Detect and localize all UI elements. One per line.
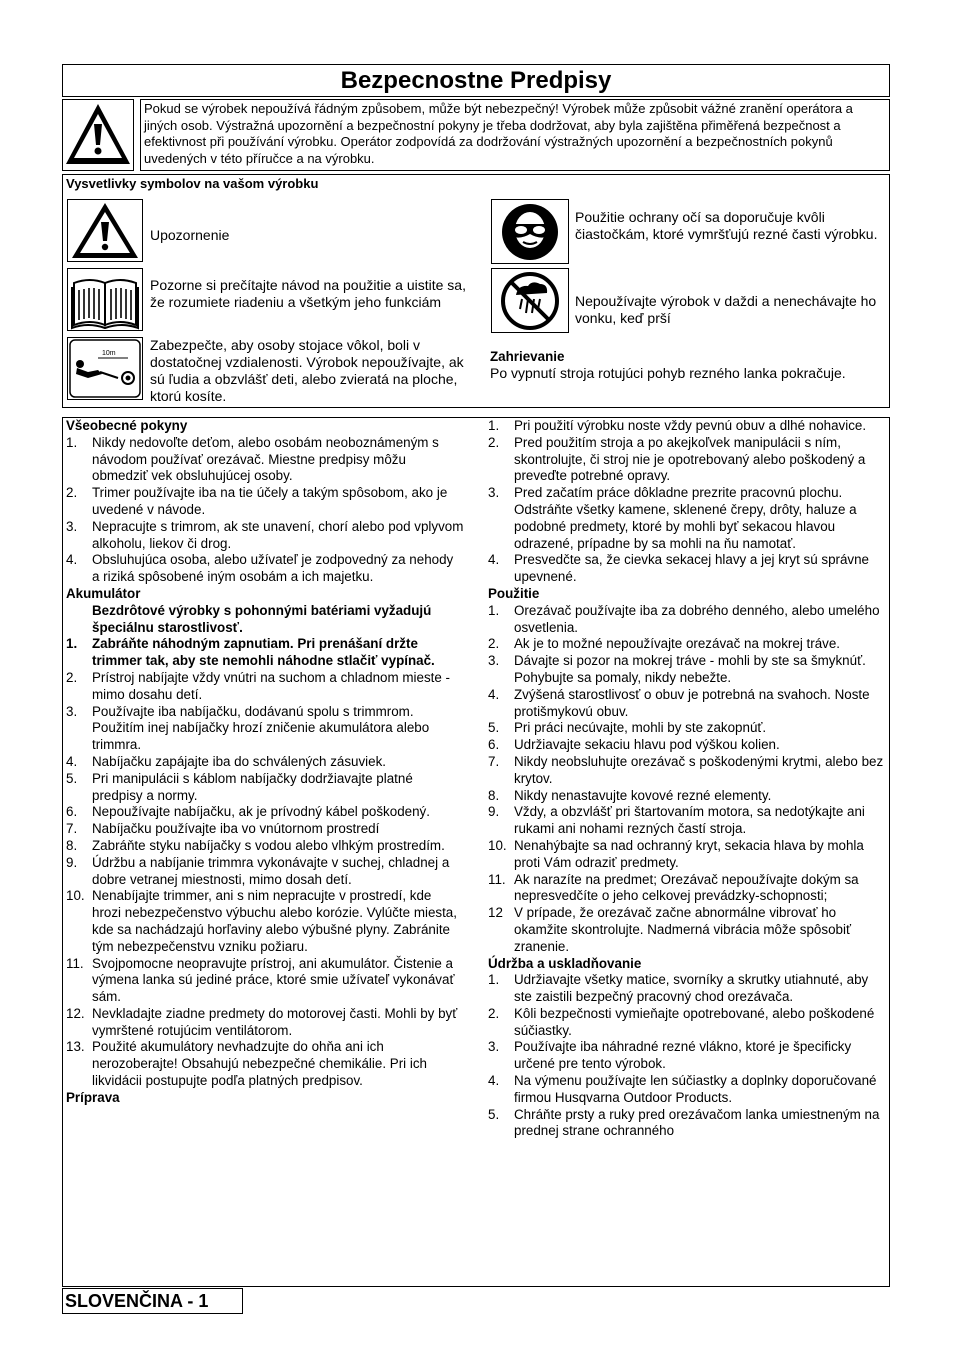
warning-text: Pokud se výrobek nepoužívá řádným způsobem, může být nebezpečný! Výrobek může způsobit vážné zranění operátora a jiných osob. Výstražná upozornění a bezpečnostní pokyny je třeba dodržovat, aby byla zajištěna přiměřená bezpečnost a efektivnost při používání výrobku. Operátor zodpovídá za dodržování výstražných upozornění a bezpečnostních pokynů uvedených v této příručce a na výrobku. xyxy=(140,99,890,171)
list-item-text: Udržiavajte všetky matice, svorníky a skrutky utiahnuté, aby ste zaistili bezpečný pracovný chod orezávača. xyxy=(514,972,869,1005)
list-item-number: 3. xyxy=(66,703,78,719)
list-item-text: Použité akumulátory nevhadzujte do ohňa ani ich nerozoberajte! Obsahujú nebezpečné chemikálie. Pri ich likvidácii postupujte podľa platných predpisov. xyxy=(92,1039,427,1089)
list-item xyxy=(66,754,464,771)
list-item xyxy=(66,771,464,805)
list-item-number: 2. xyxy=(488,636,500,652)
list-item-number: 3. xyxy=(488,1039,500,1055)
list-item xyxy=(488,1073,886,1107)
list-item-number: 5. xyxy=(488,1106,500,1122)
list-item-number: 7. xyxy=(488,753,500,769)
list-item xyxy=(488,418,886,435)
maintenance-list xyxy=(488,972,886,1140)
list-item xyxy=(488,754,886,788)
list-item-number: 4. xyxy=(66,753,78,769)
warning-symbol-label: Upozornenie xyxy=(150,227,230,243)
list-item xyxy=(488,636,886,653)
warning-symbol-icon xyxy=(67,199,143,262)
list-item xyxy=(488,972,886,1006)
list-item-text: Nabíjačku používajte iba vo vnútornom prostredí xyxy=(92,821,380,837)
list-item-text: Prístroj nabíjajte vždy vnútri na suchom a chladnom mieste - mimo dosahu detí. xyxy=(92,669,450,702)
left-column xyxy=(66,418,464,1107)
list-item-text: Používajte iba náhradné rezné vlákno, ktoré je špecificky určené pre tento výrobok. xyxy=(514,1039,852,1072)
list-item xyxy=(488,485,886,552)
manual-book-icon xyxy=(67,268,143,331)
list-item xyxy=(488,838,886,872)
list-item-number: 2. xyxy=(488,1005,500,1021)
list-item xyxy=(488,1107,886,1141)
list-item-text: Trimer používajte iba na tie účely a takým spôsobom, ako je uvedené v návode. xyxy=(92,485,448,517)
list-item xyxy=(66,636,464,670)
list-item-number: 5. xyxy=(66,770,78,786)
list-item-text: Presvedčte sa, že cievka sekacej hlavy a jej kryt sú správne upevnené. xyxy=(514,552,870,585)
list-item xyxy=(66,519,464,553)
list-item-number: 4. xyxy=(66,552,78,568)
list-item-text: Nikdy neobsluhujte orezávač s poškodenými krytmi, alebo bez krytov. xyxy=(514,753,884,786)
list-item-number: 4. xyxy=(488,686,500,702)
list-item xyxy=(66,1039,464,1089)
list-item-number: 1. xyxy=(488,972,500,988)
list-item-text: Zabráňte náhodným zapnutiam. Pri prenášaní držte trimmer tak, aby ste nemohli náhodne stlačiť vypínač. xyxy=(92,636,435,669)
list-item-number: 8. xyxy=(66,837,78,853)
list-item-number: 2. xyxy=(66,669,78,685)
list-item xyxy=(488,872,886,906)
list-item-number: 5. xyxy=(488,720,500,736)
no-rain-text: Nepoužívajte výrobok v daždi a nenechávajte ho vonku, keď prší xyxy=(575,293,877,326)
list-item-text: Pri použití výrobku noste vždy pevnú obuv a dlhé nohavice. xyxy=(514,418,867,433)
list-item-text: Orezávač používajte iba za dobrého denného, alebo umelého osvetlenia. xyxy=(514,602,880,635)
list-item-text: Údržbu a nabíjanie trimmra vykonávajte v suchej, chladnej a dobre vetranej miestnosti, mimo dosah detí. xyxy=(92,854,450,887)
list-item-text: Nikdy nedovoľte deťom, alebo osobám neoboznámeným s návodom používať orezávač. Miestne predpisy môžu obmedziť vek obsluhujúcej osoby. xyxy=(92,434,439,484)
list-item-number: 1. xyxy=(488,602,500,618)
symbols-heading: Vysvetlivky symbolov na vašom výrobku xyxy=(66,176,319,191)
list-item-text: Používajte iba nabíjačku, dodávanú spolu s trimmrom. Použitím inej nabíjačky hrozí zničenie akumulátora alebo trimmra. xyxy=(92,703,430,753)
list-item xyxy=(488,905,886,955)
distance-symbol-text: Zabezpečte, aby osoby stojace vôkol, boli v dostatočnej vzdialenosti. Výrobok nepoužívajte, ak sú ľudia a obzvlášť deti, alebo zvieratá na ploche, ktorú kosíte. xyxy=(150,337,464,404)
list-item-text: Nikdy nenastavujte kovové rezné elementy. xyxy=(514,787,772,803)
list-item-text: Vždy, a obzvlášť pri štartovaním motora, sa nedotýkajte ani rukami ani nohami rezných častí stroja. xyxy=(514,804,865,837)
list-item-text: Zabráňte styku nabíjačky s vodou alebo vlhkým prostredím. xyxy=(92,837,445,853)
list-item-text: Nenabíjajte trimmer, ani s nim nepracujte v prostredí, kde hrozi nebezpečenstvo výbuchu alebo korózie. Vylúčte miesta, kde sa nachádzajú horľaviny alebo výbušné plyny. Zabránite tým nebezpečenstvu vzniku požiaru. xyxy=(92,888,457,954)
list-item-number: 9. xyxy=(488,804,500,820)
battery-heading: Akumulátor xyxy=(66,585,141,601)
list-item-text: Chráňte prsty a ruky pred orezávačom lanka umiestneným na prednej strane ochranného xyxy=(514,1106,880,1139)
list-item-text: Pri manipulácii s káblom nabíjačky dodržiavajte platné predpisy a normy. xyxy=(92,770,413,803)
prep-heading: Príprava xyxy=(66,1089,120,1105)
list-item-text: Pred použitím stroja a po akejkoľvek manipulácii s ním, skontrolujte, či stroj nie je opotrebovaný alebo poškodený a preveďte potrebné opravy. xyxy=(514,434,866,484)
list-item xyxy=(66,435,464,485)
list-item-number: 8. xyxy=(488,787,500,803)
list-item xyxy=(488,788,886,805)
list-item xyxy=(66,838,464,855)
list-item xyxy=(488,603,886,637)
prep-list xyxy=(488,418,886,586)
general-heading: Všeobecné pokyny xyxy=(66,418,188,433)
list-item-number: 10. xyxy=(66,888,85,904)
list-item-number: 11. xyxy=(66,955,84,971)
list-item-text: Nenahýbajte sa nad ochranný kryt, sekacia hlava by mohla proti Vám odraziť predmety. xyxy=(514,837,864,870)
list-item xyxy=(66,704,464,754)
list-item-number: 1. xyxy=(488,418,500,433)
list-item-number: 1. xyxy=(66,434,78,450)
list-item-number: 1. xyxy=(66,636,78,652)
list-item-number: 11. xyxy=(488,871,506,887)
list-item-number: 6. xyxy=(66,804,78,820)
list-item xyxy=(66,804,464,821)
page-title: Bezpecnostne Predpisy xyxy=(62,64,890,97)
list-item xyxy=(66,956,464,1006)
list-item-text: Pred začatím práce dôkladne prezrite pracovnú plochu. Odstráňte všetky kamene, sklenené črepy, drôty, haluze a podobné predmety, ktoré by mohli byť sekacou hlavou odrazené, prípadne by sa mohli na ňu namotať. xyxy=(514,485,857,551)
list-item xyxy=(66,821,464,838)
battery-intro: Bezdrôtové výrobky s pohonnými batériami vyžadujú špeciálnu starostlivosť. xyxy=(92,602,432,635)
list-item-text: Ak je to možné nepoužívajte orezávač na mokrej tráve. xyxy=(514,636,841,652)
list-item-text: Na výmenu používajte len súčiastky a doplnky doporučované firmou Husqvarna Outdoor Products. xyxy=(514,1073,877,1105)
right-column xyxy=(488,418,886,1140)
list-item xyxy=(66,1006,464,1040)
no-rain-icon xyxy=(491,268,569,333)
list-item-number: 3. xyxy=(488,653,500,669)
list-item xyxy=(66,670,464,704)
use-list xyxy=(488,603,886,956)
list-item-number: 10. xyxy=(488,837,507,853)
list-item-number: 6. xyxy=(488,737,500,753)
symbols-panel xyxy=(62,174,890,408)
list-item xyxy=(488,1006,886,1040)
list-item-text: Svojpomocne neopravujte prístroj, ani akumulátor. Čistenie a výmena lanka sú jediné práce, ktoré smie užívateľ vykonávať sám. xyxy=(92,955,455,1005)
list-item xyxy=(66,888,464,955)
list-item-text: Obsluhujúca osoba, alebo užívateľ je zodpovedný za nehody a riziká spôsobené iným osobám a ich majetku. xyxy=(92,552,454,585)
list-item xyxy=(66,855,464,889)
list-item xyxy=(488,687,886,721)
list-item xyxy=(488,720,886,737)
list-item xyxy=(66,485,464,519)
eye-protection-text: Použitie ochrany očí sa doporučuje kvôli čiastočkám, ktoré vymršťujú rezné časti výrobku. xyxy=(575,209,878,242)
general-list xyxy=(66,435,464,586)
heat-heading: Zahrievanie xyxy=(490,349,565,364)
list-item-number: 12. xyxy=(66,1005,85,1021)
use-heading: Použitie xyxy=(488,585,540,601)
list-item-text: Pri práci necúvajte, mohli by ste zakopnúť. xyxy=(514,720,767,736)
battery-list xyxy=(66,636,464,1090)
list-item xyxy=(488,653,886,687)
list-item-text: Nepracujte s trimrom, ak ste unavení, chorí alebo pod vplyvom alkoholu, liekov či drog. xyxy=(92,518,464,551)
list-item-text: Kôli bezpečnosti vymieňajte opotrebované, alebo poškodené súčiastky. xyxy=(514,1005,875,1038)
list-item-text: Nabíjačku zapájajte iba do schválených zásuviek. xyxy=(92,753,387,769)
list-item-number: 3. xyxy=(488,485,500,501)
list-item-text: Nepoužívajte nabíjačku, ak je prívodný kábel poškodený. xyxy=(92,804,430,820)
list-item-number: 9. xyxy=(66,854,78,870)
list-item-text: Nevkladajte ziadne predmety do motorovej časti. Mohli by byť vymrštené rotujúcim ventilátorom. xyxy=(92,1005,458,1038)
distance-marker-text: 10m xyxy=(102,350,116,357)
list-item xyxy=(488,435,886,485)
list-item-number: 2. xyxy=(66,485,78,501)
instructions-panel xyxy=(62,417,890,1287)
list-item xyxy=(488,552,886,586)
list-item-text: V prípade, že orezávač začne abnormálne vibrovať ho okamžite skontrolujte. Nadmerná vibrácia môže spôsobiť zranenie. xyxy=(514,905,851,954)
eye-protection-icon xyxy=(491,199,569,264)
maintenance-heading: Údržba a uskladňovanie xyxy=(488,955,642,971)
manual-symbol-text: Pozorne si prečítajte návod na použitie a uistite sa, že rozumiete riadeniu a všetkým jeho funkciám xyxy=(150,277,466,310)
list-item xyxy=(488,804,886,838)
list-item-text: Udržiavajte sekaciu hlavu pod výškou kolien. xyxy=(514,737,780,753)
list-item-number: 4. xyxy=(488,1073,500,1089)
page-footer: SLOVENČINA - 1 xyxy=(62,1288,243,1314)
warning-triangle-icon xyxy=(63,100,133,170)
list-item xyxy=(488,1039,886,1073)
bystander-distance-icon xyxy=(67,337,143,400)
list-item-number: 12 xyxy=(488,905,503,921)
list-item-number: 3. xyxy=(66,518,78,534)
list-item-number: 2. xyxy=(488,434,500,450)
list-item-text: Ak narazíte na predmet; Orezávač nepoužívajte dokým sa nepresvedčíte o jeho celkovej prevádzky-schopnosti; xyxy=(514,871,859,904)
list-item-number: 13. xyxy=(66,1039,85,1055)
list-item-text: Dávajte si pozor na mokrej tráve - mohli by ste sa šmyknúť. Pohybujte sa pomaly, nikdy nebežte. xyxy=(514,653,866,685)
list-item xyxy=(66,552,464,586)
list-item-text: Zvýšená starostlivosť o obuv je potrebná na svahoch. Noste protišmykovú obuv. xyxy=(514,686,870,719)
list-item-number: 4. xyxy=(488,552,500,568)
list-item xyxy=(488,737,886,754)
heat-text: Po vypnutí stroja rotujúci pohyb rezného lanka pokračuje. xyxy=(490,365,846,381)
warning-icon-box xyxy=(62,99,134,171)
list-item-number: 7. xyxy=(66,821,78,837)
